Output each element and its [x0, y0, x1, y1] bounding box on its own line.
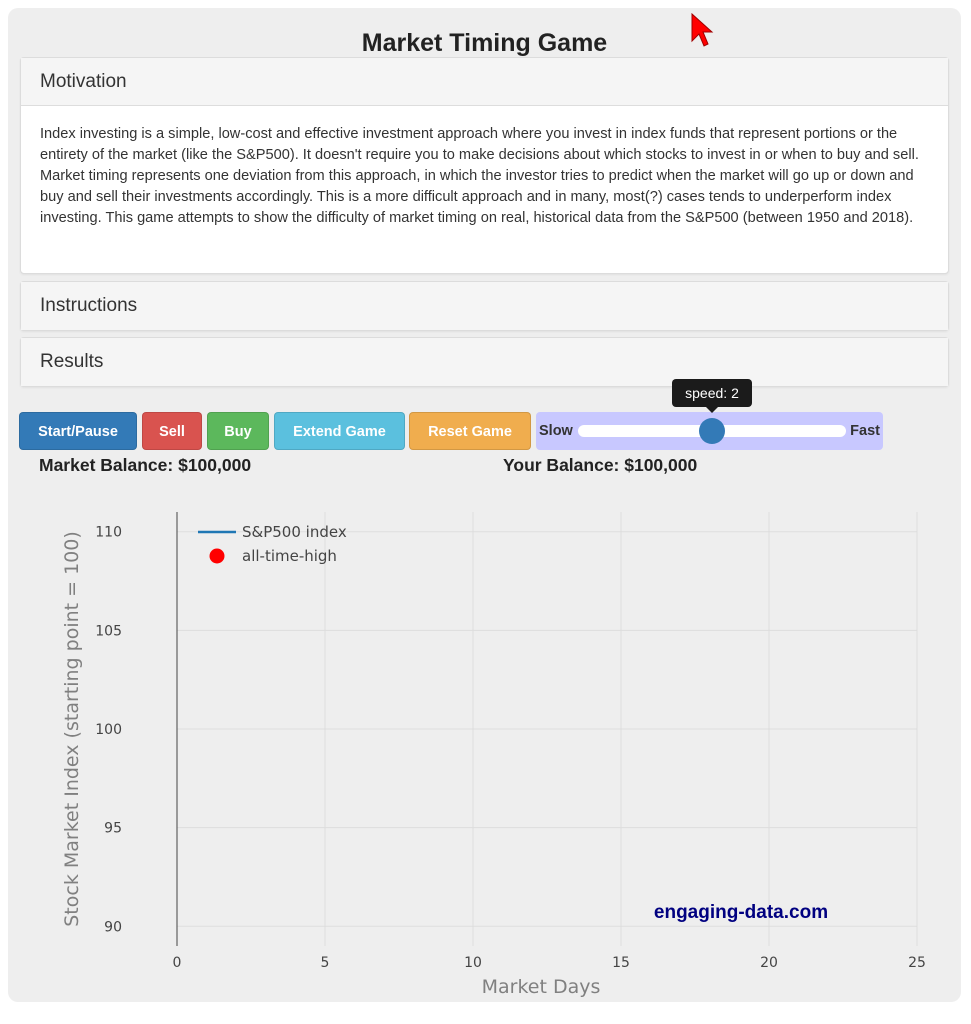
- mouse-cursor-icon: [691, 13, 715, 51]
- sell-button[interactable]: Sell: [142, 412, 202, 450]
- chart-grid: [177, 512, 917, 946]
- y-tick-labels: [95, 525, 122, 936]
- legend-ath-label: all-time-high: [242, 547, 337, 565]
- x-axis-label: Market Days: [481, 976, 601, 998]
- start-pause-button[interactable]: Start/Pause: [19, 412, 137, 450]
- legend-ath-marker: [210, 549, 225, 564]
- instructions-panel[interactable]: [20, 281, 949, 331]
- market-chart[interactable]: [8, 496, 961, 1002]
- speed-tooltip-text: speed: 2: [685, 385, 739, 401]
- your-balance: Your Balance: $100,000: [503, 455, 698, 475]
- speed-slider-container: [536, 385, 883, 450]
- y-tick-label: 110: [95, 524, 122, 541]
- y-axis-label: Stock Market Index (starting point = 100): [61, 531, 83, 927]
- y-tick-label: 90: [104, 919, 122, 936]
- slider-slow-label: Slow: [539, 423, 573, 439]
- buy-button[interactable]: Buy: [207, 412, 269, 450]
- results-panel-heading[interactable]: Results: [21, 338, 948, 386]
- tooltip-arrow: [706, 407, 718, 413]
- speed-tooltip: [672, 379, 752, 407]
- market-balance: Market Balance: $100,000: [39, 455, 252, 475]
- y-tick-label: 100: [95, 722, 122, 738]
- x-tick-label: 5: [320, 955, 330, 971]
- slider-fast-label: Fast: [850, 423, 880, 439]
- app-container: [8, 8, 961, 1002]
- x-tick-labels: [173, 955, 926, 971]
- motivation-panel-heading[interactable]: Motivation: [21, 58, 948, 106]
- instructions-panel-heading[interactable]: Instructions: [21, 282, 948, 330]
- x-tick-label: 20: [760, 955, 778, 971]
- chart-legend: [198, 523, 347, 565]
- page-title: Market Timing Game: [361, 29, 608, 57]
- y-tick-label: 105: [95, 623, 122, 640]
- motivation-text: Index investing is a simple, low-cost and effective investment approach where you invest in index funds that represent portions or the entirety of the market (like the S&P500). It doesn't require you to make decisions about which stocks to invest in or when to buy and sell. Market timing represents one deviation from this approach, in which the investor tries to predict when the market will go up or down and buy and sell their investments accordingly. This is a more difficult approach and in many, most(?) cases tends to underperform index investing. This game attempts to show the difficulty of market timing on real, historical data from the S&P500 (between 1950 and 2018).: [40, 126, 919, 226]
- motivation-panel: [20, 57, 949, 274]
- legend-sp500-label: S&P500 index: [242, 523, 347, 541]
- y-tick-label: 95: [104, 820, 122, 837]
- extend-game-button[interactable]: Extend Game: [274, 412, 405, 450]
- reset-game-button[interactable]: Reset Game: [409, 412, 531, 450]
- watermark-link[interactable]: engaging-data.com: [653, 902, 829, 923]
- x-tick-label: 10: [464, 955, 482, 971]
- results-panel[interactable]: [20, 337, 949, 387]
- speed-slider-thumb[interactable]: [699, 418, 725, 444]
- x-tick-label: 15: [612, 955, 630, 971]
- x-tick-label: 0: [172, 955, 182, 971]
- x-tick-label: 25: [908, 955, 926, 971]
